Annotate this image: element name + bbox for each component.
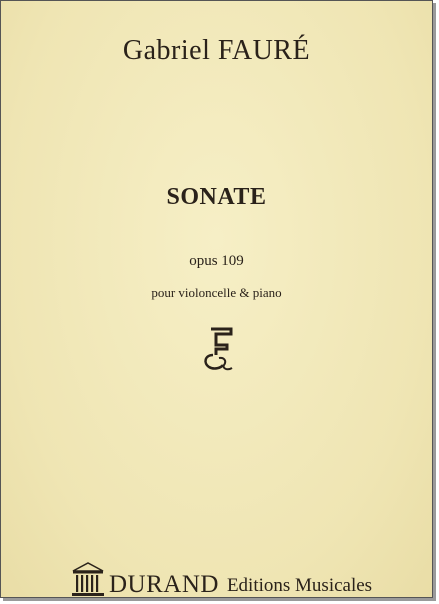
opus-number: opus 109: [189, 253, 244, 269]
instrumentation: pour violoncelle & piano: [151, 285, 282, 300]
temple-logo-icon: [71, 561, 105, 597]
publisher-footer: [71, 557, 372, 597]
composer-name: Gabriel FAURÉ: [122, 35, 311, 66]
publisher-name: DURAND: [109, 571, 219, 598]
publisher-tagline: Editions Musicales: [226, 575, 373, 597]
work-title: SONATE: [166, 184, 267, 210]
durand-monogram-icon: [199, 325, 239, 373]
